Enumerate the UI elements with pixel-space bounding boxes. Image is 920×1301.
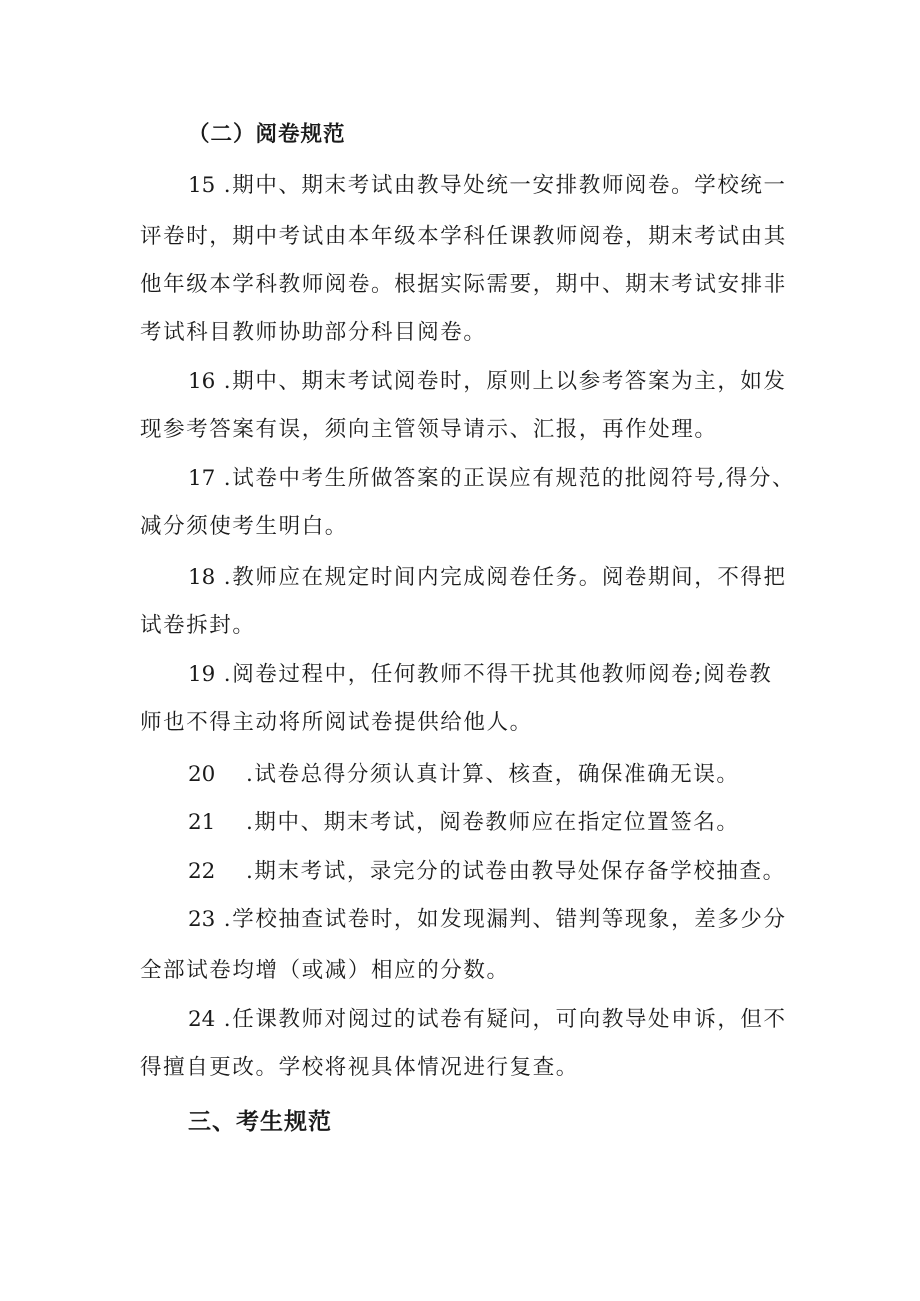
item-17-line-1: 17 .试卷中考生所做答案的正误应有规范的批阅符号,得分、: [188, 464, 795, 494]
item-19-line-1: 19 .阅卷过程中，任何教师不得干扰其他教师阅卷;阅卷教: [188, 660, 772, 690]
item-21-line-1: 21 .期中、期末考试，阅卷教师应在指定位置签名。: [188, 808, 740, 838]
item-20-line-1: 20 .试卷总得分须认真计算、核查，确保准确无误。: [188, 760, 740, 790]
item-23-line-1: 23 .学校抽查试卷时，如发现漏判、错判等现象，差多少分: [188, 905, 787, 935]
item-23-line-2: 全部试卷均增（或减）相应的分数。: [140, 958, 510, 983]
item-22-number: 22: [188, 859, 216, 884]
item-24-line-1: 24 .任课教师对阅过的试卷有疑问，可向教导处申诉，但不: [188, 1005, 787, 1035]
item-19-number: 19: [188, 662, 216, 687]
item-23-number: 23: [188, 907, 216, 932]
item-22-line-1: 22 .期末考试，录完分的试卷由教导处保存备学校抽查。: [188, 857, 786, 887]
section-2-title: （二）阅卷规范: [188, 122, 346, 147]
item-18-line-1: 18 .教师应在规定时间内完成阅卷任务。阅卷期间，不得把: [188, 563, 787, 593]
item-15-number: 15: [188, 173, 216, 198]
item-15-line-1: 15 .期中、期末考试由教导处统一安排教师阅卷。学校统一: [188, 171, 787, 201]
item-17-number: 17: [188, 466, 216, 491]
item-15-line-2: 评卷时，期中考试由本年级本学科任课教师阅卷，期末考试由其: [140, 224, 787, 249]
item-17-line-2: 减分须使考生明白。: [140, 514, 348, 539]
item-24-number: 24: [188, 1007, 216, 1032]
item-21-number: 21: [188, 810, 216, 835]
item-24-line-2: 得擅自更改。学校将视具体情况进行复查。: [140, 1055, 579, 1080]
item-15-line-3: 他年级本学科教师阅卷。根据实际需要，期中、期末考试安排非: [140, 272, 787, 297]
item-18-line-2: 试卷拆封。: [140, 613, 256, 638]
item-19-line-2: 师也不得主动将所阅试卷提供给他人。: [140, 710, 533, 735]
item-16-line-2: 现参考答案有误，须向主管领导请示、汇报，再作处理。: [140, 417, 718, 442]
item-15-line-4: 考试科目教师协助部分科目阅卷。: [140, 320, 487, 345]
item-18-number: 18: [188, 565, 216, 590]
item-16-line-1: 16 .期中、期末考试阅卷时，原则上以参考答案为主，如发: [188, 367, 787, 397]
item-16-number: 16: [188, 369, 216, 394]
item-20-number: 20: [188, 762, 216, 787]
section-3-title: 三、考生规范: [188, 1109, 332, 1135]
